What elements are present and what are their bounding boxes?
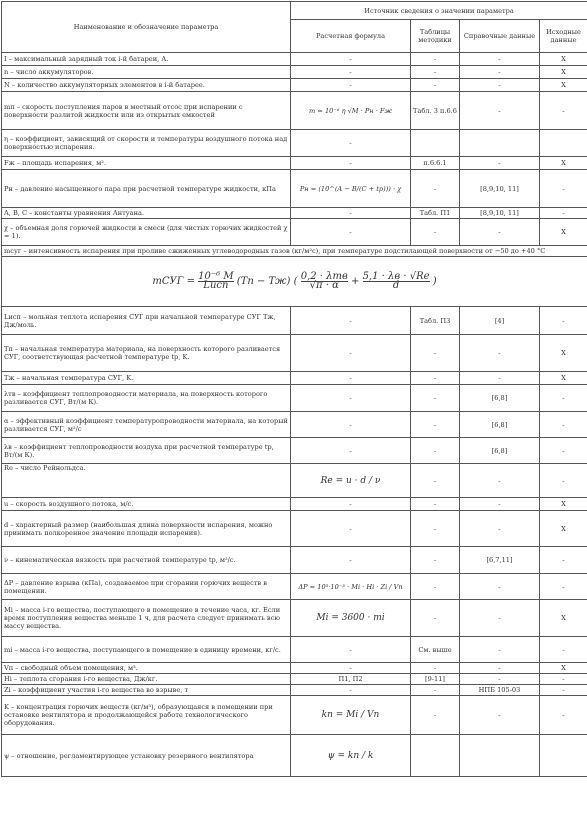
table-row [2, 92, 587, 130]
formula-cell: - [291, 79, 411, 92]
ref-cell: [4] [460, 307, 540, 335]
tables-cell: - [411, 685, 460, 696]
ref-cell: - [460, 511, 540, 547]
tables-cell: [9-11] [411, 674, 460, 685]
ref-cell: - [460, 674, 540, 685]
tables-cell: Табл. 3 п.6.6 [411, 92, 460, 130]
formula-cell: Mi = 3600 · mi [291, 600, 411, 637]
msug-formula-row [2, 257, 587, 307]
ref-cell [460, 130, 540, 157]
ref-cell: - [460, 498, 540, 511]
formula-cell: - [291, 385, 411, 412]
ref-cell: НПБ 105-03 [460, 685, 540, 696]
header-formula-col: Расчетная формула [291, 20, 411, 53]
tables-cell: - [411, 66, 460, 79]
table-row [2, 637, 587, 663]
init-cell: X [540, 372, 587, 385]
param-name: Zi – коэффициент участия i-го вещества во взрыве, т [2, 685, 291, 696]
ref-cell: - [460, 600, 540, 637]
table-row [2, 511, 587, 547]
msug-frac [198, 273, 233, 290]
init-cell: - [540, 208, 587, 219]
table-row [2, 674, 587, 685]
init-cell: X [540, 66, 587, 79]
init-cell: X [540, 335, 587, 372]
msug-term1-num: 0,2 · λтв [301, 273, 348, 282]
table-row [2, 219, 587, 246]
init-cell: - [540, 438, 587, 464]
tables-cell: - [411, 219, 460, 246]
formula-cell: - [291, 511, 411, 547]
table-row [2, 157, 587, 170]
table-row [2, 170, 587, 208]
formula-cell: - [291, 307, 411, 335]
init-cell: - [540, 637, 587, 663]
table-row [2, 335, 587, 372]
tables-cell: п.6.6.1 [411, 157, 460, 170]
table-row [2, 735, 587, 777]
tables-cell: - [411, 600, 460, 637]
table-row [2, 464, 587, 498]
tables-cell: - [411, 412, 460, 438]
msug-formula: mСУГ = 10⁻⁶ M Lисп (Tп − Tж) ( 0,2 · λтв √π · α + 5,1 · λв · √Re d ) [152, 276, 436, 287]
init-cell: X [540, 663, 587, 674]
formula-cell: - [291, 53, 411, 66]
formula-cell: kп = Mi / Vп [291, 696, 411, 735]
table-row [2, 307, 587, 335]
tables-cell: - [411, 511, 460, 547]
init-cell: X [540, 219, 587, 246]
ref-cell: [6,8] [460, 412, 540, 438]
tables-cell: - [411, 547, 460, 574]
init-cell: - [540, 674, 587, 685]
formula-cell: - [291, 157, 411, 170]
ref-cell: - [460, 663, 540, 674]
param-name: ΔP – давление взрыва (кПа), создаваемое при сгорании горючих веществ в помещении. [2, 574, 291, 600]
tables-cell: - [411, 574, 460, 600]
param-name: I – максимальный зарядный ток i-й батареи, А. [2, 53, 291, 66]
ref-cell: - [460, 464, 540, 498]
msug-term1 [301, 273, 348, 290]
init-cell: - [540, 92, 587, 130]
ref-cell: - [460, 574, 540, 600]
tables-cell: - [411, 385, 460, 412]
init-cell: - [540, 412, 587, 438]
init-cell [540, 735, 587, 777]
param-name: n – число аккумуляторов. [2, 66, 291, 79]
init-cell: - [540, 547, 587, 574]
param-name: K – концентрация горючих веществ (кг/м³), образующаяся в помещении при остановке вентилятора и продолжающейся работе технологического оборудования. [2, 696, 291, 735]
formula-cell: - [291, 438, 411, 464]
table-row [2, 438, 587, 464]
formula-cell: - [291, 130, 411, 157]
ref-cell: - [460, 696, 540, 735]
ref-cell: [8,9,10, 11] [460, 208, 540, 219]
ref-cell: - [460, 92, 540, 130]
init-cell: - [540, 574, 587, 600]
param-name: mп – скорость поступления паров в местный отсос при испарении с поверхности разлитой жидкости или из открытых емкостей [2, 92, 291, 130]
table-row [2, 246, 587, 257]
ref-cell: - [460, 335, 540, 372]
formula-cell: - [291, 498, 411, 511]
ref-cell: - [460, 219, 540, 246]
init-cell: - [540, 170, 587, 208]
ref-cell: [8,9,10, 11] [460, 170, 540, 208]
table-row [2, 547, 587, 574]
ref-cell: - [460, 637, 540, 663]
init-cell: X [540, 511, 587, 547]
tables-cell: - [411, 438, 460, 464]
param-name: d – характерный размер (наибольшая длина поверхности испарения, можно принимать полкоренное значение площади испарения). [2, 511, 291, 547]
formula-cell: - [291, 208, 411, 219]
table-row [2, 130, 587, 157]
tables-cell: - [411, 696, 460, 735]
tables-cell: - [411, 498, 460, 511]
table-row [2, 79, 587, 92]
msug-frac-num: 10⁻⁶ M [198, 273, 233, 282]
param-name: Hi – теплота сгорания i-го вещества, Дж/кг. [2, 674, 291, 685]
ref-cell [460, 735, 540, 777]
table-row [2, 498, 587, 511]
ref-cell: [6,8] [460, 385, 540, 412]
param-name: Vп – свободный объем помещения, м³. [2, 663, 291, 674]
param-name: ν – кинематическая вязкость при расчетной температуре tр, м²/с. [2, 547, 291, 574]
param-name: Mi – масса i-го вещества, поступающего в помещение в течение часа, кг. Если время поступления вещества меньше 1 ч, для расчета следует принимать всю массу вещества. [2, 600, 291, 637]
formula-cell: Re = u · d / ν [291, 464, 411, 498]
tables-cell: См. выше [411, 637, 460, 663]
param-name: ψ – отношение, регламентирующее установку резервного вентилятора [2, 735, 291, 777]
formula-cell: ΔP = 10³·10⁻³ · Mi · Hi · Zi / Vп [291, 574, 411, 600]
formula-cell: - [291, 219, 411, 246]
table-row [2, 685, 587, 696]
init-cell: - [540, 385, 587, 412]
init-cell [540, 130, 587, 157]
formula-cell: ψ = kп / k [291, 735, 411, 777]
tables-cell: Табл. П3 [411, 307, 460, 335]
formula-cell: - [291, 412, 411, 438]
formula-cell: - [291, 547, 411, 574]
formula-cell: - [291, 335, 411, 372]
param-name: Lисп – мольная теплота испарения СУГ при начальной температуре СУГ Tж, Дж/моль. [2, 307, 291, 335]
formula-cell: П1, П2 [291, 674, 411, 685]
init-cell: X [540, 79, 587, 92]
init-cell: X [540, 53, 587, 66]
header-init-col: Исходные данные [540, 20, 587, 53]
init-cell: - [540, 464, 587, 498]
param-name: mсуг – интенсивность испарения при проливе сжиженных углеводородных газов (кг/м²с), при температуре подстилающей поверхности от −50 до +40 °С [2, 246, 587, 257]
msug-term2 [363, 273, 430, 290]
ref-cell: - [460, 157, 540, 170]
ref-cell: - [460, 79, 540, 92]
header-name-col: Наименование и обозначение параметра [2, 2, 291, 53]
msug-term2-num: 5,1 · λв · √Re [363, 273, 430, 282]
ref-cell: [6,7,11] [460, 547, 540, 574]
tables-cell: Табл. П1 [411, 208, 460, 219]
init-cell: - [540, 307, 587, 335]
msug-lhs: mСУГ = [152, 276, 195, 287]
init-cell: X [540, 600, 587, 637]
param-name: α – эффективный коэффициент температуропроводности материала, на который разливается СУГ, м²/с [2, 412, 291, 438]
param-name: N – количество аккумуляторных элементов в i-й батарее. [2, 79, 291, 92]
init-cell: - [540, 696, 587, 735]
table-row [2, 574, 587, 600]
param-name: u – скорость воздушного потока, м/с. [2, 498, 291, 511]
init-cell: X [540, 157, 587, 170]
formula-cell: - [291, 663, 411, 674]
msug-formula-cell [2, 257, 587, 307]
tables-cell: - [411, 663, 460, 674]
param-name: Re – число Рейнольдса. [2, 464, 291, 498]
header-source-group: Источник сведения о значении параметра [291, 2, 587, 20]
param-name: Tп – начальная температура материала, на поверхность которого разливается СУГ, соответствующая расчетной температуре tр, K. [2, 335, 291, 372]
parameter-table [1, 1, 587, 777]
formula-cell: - [291, 685, 411, 696]
header-tables-col: Таблицы методики [411, 20, 460, 53]
tables-cell: - [411, 464, 460, 498]
tables-cell: - [411, 53, 460, 66]
tables-cell: - [411, 335, 460, 372]
header-ref-col: Справочные данные [460, 20, 540, 53]
param-name: Fж – площадь испарения, м². [2, 157, 291, 170]
ref-cell: - [460, 66, 540, 79]
ref-cell: [6,8] [460, 438, 540, 464]
param-name: Tж – начальная температура СУГ, K. [2, 372, 291, 385]
tables-cell [411, 735, 460, 777]
tables-cell: - [411, 372, 460, 385]
table-row [2, 208, 587, 219]
msug-term2-den: d [363, 282, 430, 290]
formula-cell: - [291, 372, 411, 385]
tables-cell: - [411, 170, 460, 208]
param-name: η – коэффициент, зависящий от скорости и температуры воздушного потока над поверхностью испарения. [2, 130, 291, 157]
formula-cell: - [291, 66, 411, 79]
init-cell: X [540, 498, 587, 511]
msug-mid: (Tп − Tж) [237, 276, 291, 287]
param-name: mi – масса i-го вещества, поступающего в помещение в единицу времени, кг/с. [2, 637, 291, 663]
ref-cell: - [460, 53, 540, 66]
msug-frac-den: Lисп [198, 282, 233, 290]
tables-cell [411, 130, 460, 157]
table-row [2, 663, 587, 674]
table-row [2, 412, 587, 438]
table-row [2, 600, 587, 637]
param-name: λтв – коэффициент теплопроводности материала, на поверхность которого разливается СУГ, Вт/(м К). [2, 385, 291, 412]
param-name: χ – объемная доля горючей жидкости в смеси (для чистых горючих жидкостей χ = 1). [2, 219, 291, 246]
ref-cell: - [460, 372, 540, 385]
tables-cell: - [411, 79, 460, 92]
table-row [2, 696, 587, 735]
param-name: λв – коэффициент теплопроводности воздуха при расчетной температуре tр, Вт/(м К). [2, 438, 291, 464]
table-row [2, 372, 587, 385]
init-cell: - [540, 685, 587, 696]
formula-cell: m = 10⁻⁶ η √M · Pн · Fж [291, 92, 411, 130]
table-row [2, 66, 587, 79]
table-row [2, 53, 587, 66]
formula-cell: Pн = (10^(A − B/(C + tр))) · χ [291, 170, 411, 208]
param-name: A, B, C – константы уравнения Антуана. [2, 208, 291, 219]
table-row [2, 385, 587, 412]
param-name: Pн – давление насыщенного пара при расчетной температуре жидкости, кПа [2, 170, 291, 208]
msug-term1-den: √π · α [301, 282, 348, 290]
formula-cell: - [291, 637, 411, 663]
